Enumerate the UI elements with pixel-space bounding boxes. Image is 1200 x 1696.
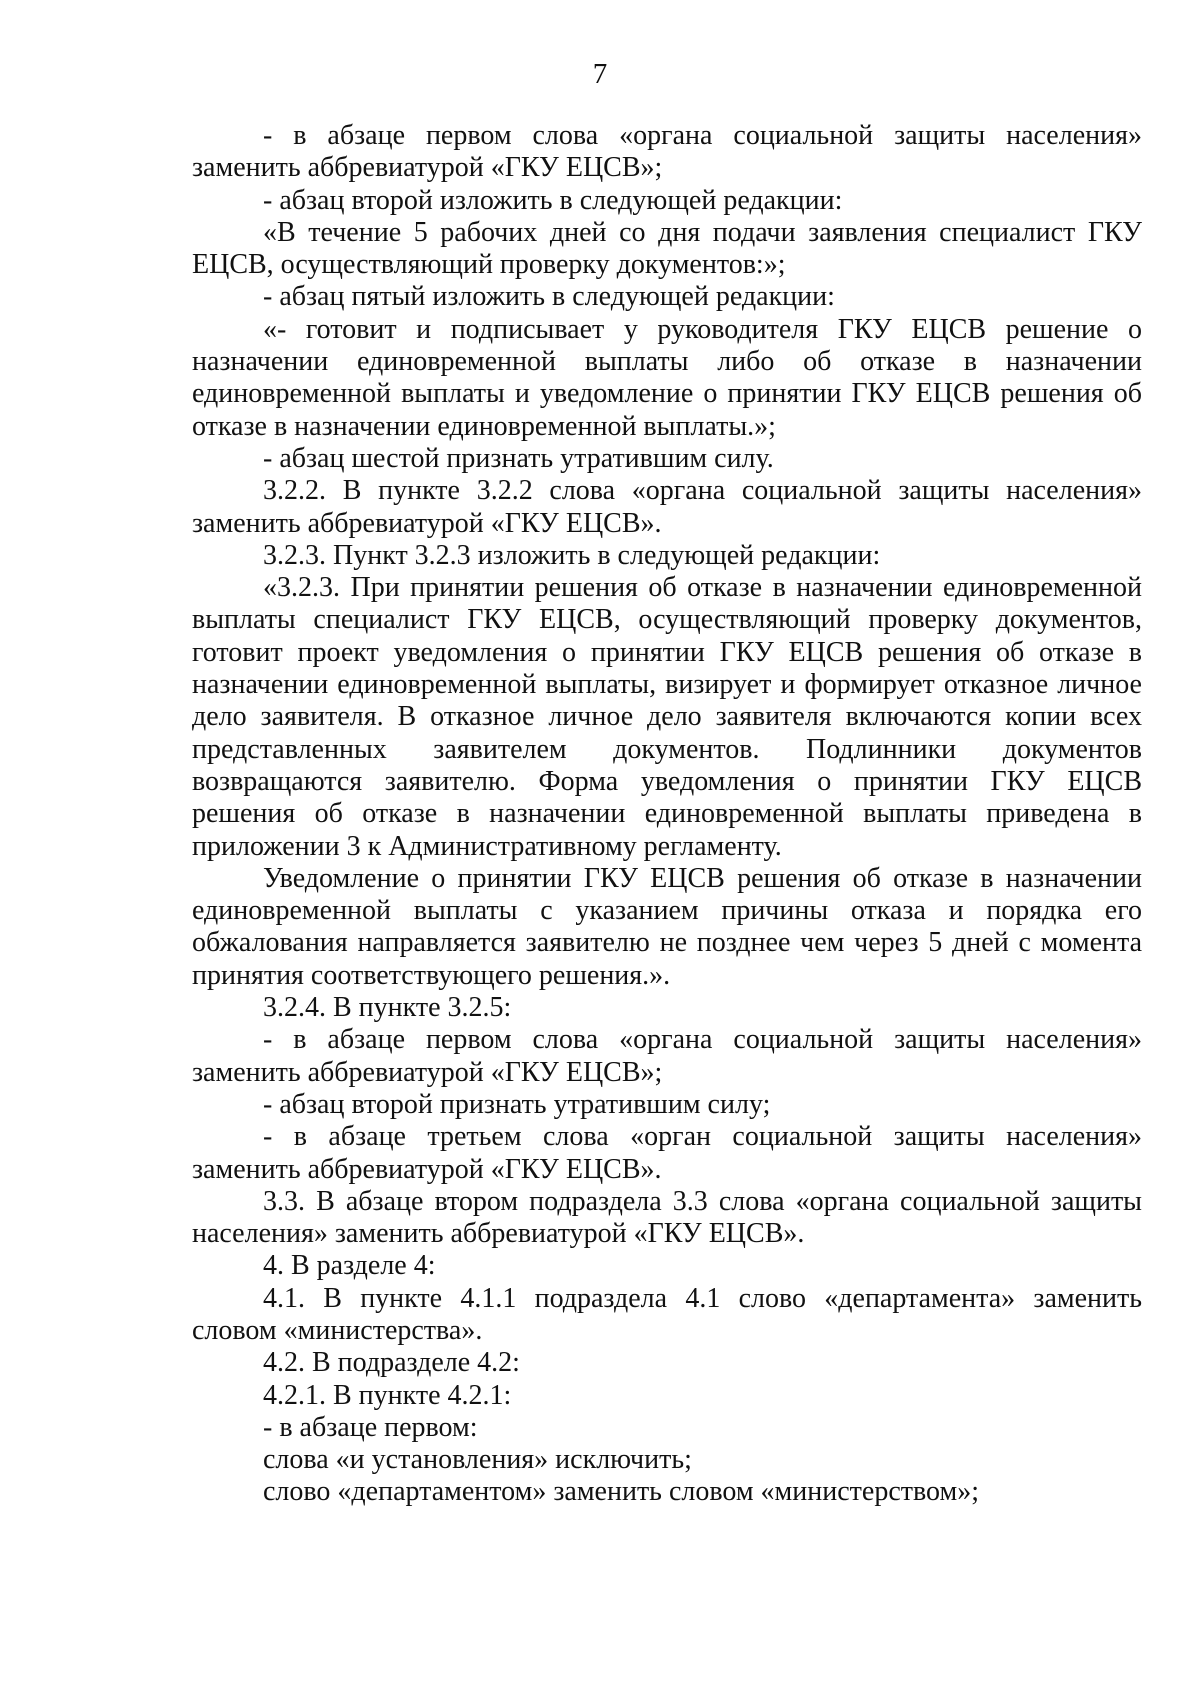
page-number: 7 — [592, 58, 608, 90]
document-body — [192, 120, 1142, 1509]
paragraph: - абзац шестой признать утратившим силу. — [263, 442, 774, 474]
paragraph: «3.2.3. При принятии решения об отказе в назначении единовременной выплаты специалист ГКУ ЕЦСВ, осуществляющий проверку документов, готовит проект уведомления о принятии ГКУ ЕЦСВ решения об отказе в назначении единовременной выплаты, визирует и формирует отказное личное дело заявителя. В отказное личное дело заявителя включаются копии всех представленных заявителем документов. Подлинники документов возвращаются заявителю. Форма уведомления о принятии ГКУ ЕЦСВ решения об отказе в назначении единовременной выплаты приведена в приложении 3 к Административному регламенту. — [192, 572, 1142, 862]
paragraph: «- готовит и подписывает у руководителя ГКУ ЕЦСВ решение о назначении единовременной выплаты либо об отказе в назначении единовременной выплаты и уведомление о принятии ГКУ ЕЦСВ решения об отказе в назначении единовременной выплаты.»; — [192, 313, 1142, 442]
paragraph: 4.1. В пункте 4.1.1 подраздела 4.1 слово «департамента» заменить словом «министерства». — [192, 1282, 1142, 1346]
paragraph: - в абзаце третьем слова «орган социальной защиты населения» заменить аббревиатурой «ГКУ ЕЦСВ». — [192, 1121, 1142, 1185]
paragraph: слово «департаментом» заменить словом «министерством»; — [263, 1476, 979, 1508]
paragraph: 4.2.1. В пункте 4.2.1: — [263, 1379, 512, 1411]
paragraph: - в абзаце первом: — [263, 1411, 478, 1443]
paragraph: «В течение 5 рабочих дней со дня подачи заявления специалист ГКУ ЕЦСВ, осуществляющий проверку документов:»; — [192, 216, 1142, 281]
paragraph: - абзац второй изложить в следующей редакции: — [263, 184, 843, 216]
paragraph: 3.2.2. В пункте 3.2.2 слова «органа социальной защиты населения» заменить аббревиатурой «ГКУ ЕЦСВ». — [192, 475, 1142, 539]
paragraph: - в абзаце первом слова «органа социальной защиты населения» заменить аббревиатурой «ГКУ ЕЦСВ»; — [192, 120, 1142, 184]
paragraph: - в абзаце первом слова «органа социальной защиты населения» заменить аббревиатурой «ГКУ ЕЦСВ»; — [192, 1024, 1142, 1088]
paragraph: 4.2. В подразделе 4.2: — [263, 1347, 520, 1379]
paragraph: Уведомление о принятии ГКУ ЕЦСВ решения об отказе в назначении единовременной выплаты с указанием причины отказа и порядка его обжалования направляется заявителю не позднее чем через 5 дней с момента принятия соответствующего решения.». — [192, 862, 1142, 991]
paragraph: 3.2.3. Пункт 3.2.3 изложить в следующей редакции: — [263, 539, 881, 571]
paragraph: 4. В разделе 4: — [263, 1250, 436, 1282]
paragraph: 3.2.4. В пункте 3.2.5: — [263, 992, 512, 1024]
paragraph: - абзац пятый изложить в следующей редакции: — [263, 281, 835, 313]
paragraph: - абзац второй признать утратившим силу; — [263, 1088, 771, 1120]
paragraph: 3.3. В абзаце втором подраздела 3.3 слова «органа социальной защиты населения» заменить аббревиатурой «ГКУ ЕЦСВ». — [192, 1185, 1142, 1250]
paragraph: слова «и установления» исключить; — [263, 1444, 692, 1476]
